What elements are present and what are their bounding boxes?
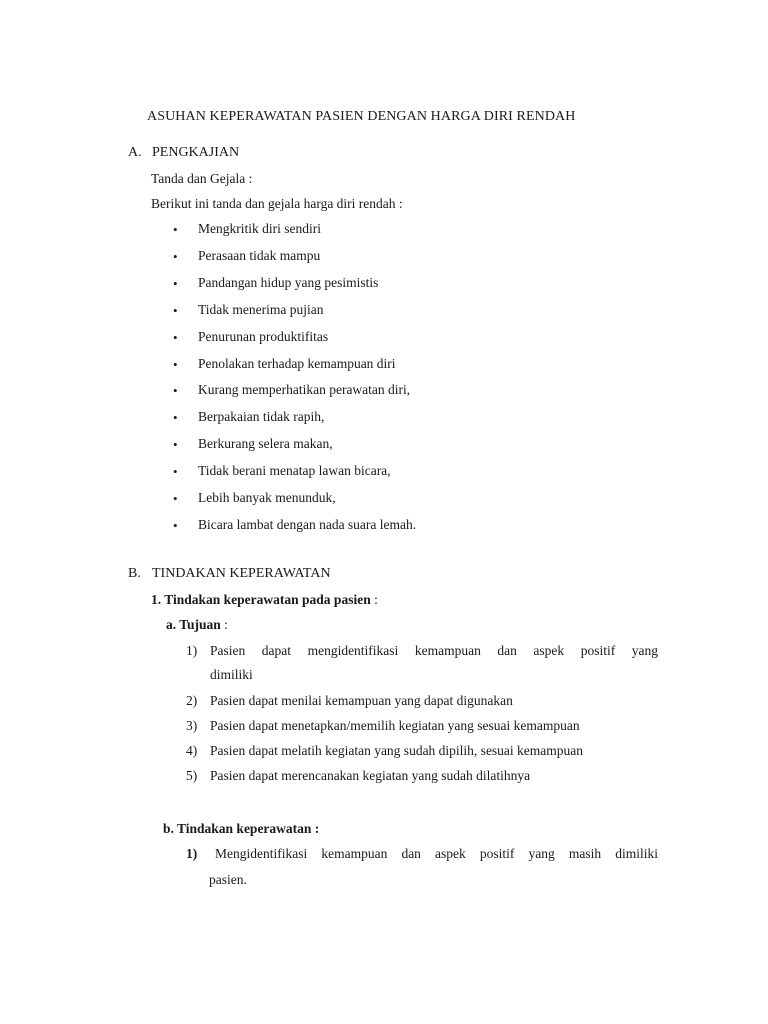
- section-b-heading: TINDAKAN KEPERAWATAN: [152, 566, 331, 581]
- subsection-1-label-bold: 1. Tindakan keperawatan pada pasien: [151, 592, 371, 607]
- bullet-icon: •: [173, 222, 178, 237]
- subsection-b-label: b. Tindakan keperawatan :: [163, 821, 320, 836]
- symptom-item: Berpakaian tidak rapih,: [198, 409, 325, 424]
- symptom-item: Penolakan terhadap kemampuan diri: [198, 356, 396, 371]
- action-item-text-line1: Mengidentifikasi kemampuan dan aspek positif yang masih dimiliki: [215, 846, 658, 861]
- bullet-icon: •: [173, 357, 178, 372]
- subsection-1-label: [151, 593, 378, 607]
- symptom-item: Mengkritik diri sendiri: [198, 221, 321, 236]
- symptom-item: Bicara lambat dengan nada suara lemah.: [198, 517, 417, 532]
- bullet-icon: •: [173, 303, 178, 318]
- bullet-icon: •: [173, 491, 178, 506]
- bullet-icon: •: [173, 330, 178, 345]
- symptom-item: Perasaan tidak mampu: [198, 248, 321, 263]
- bullet-icon: •: [173, 464, 178, 479]
- goal-item-number: 4): [186, 743, 198, 758]
- bullet-icon: •: [173, 437, 178, 452]
- action-item-number: 1): [186, 846, 198, 861]
- symptom-item: Penurunan produktifitas: [198, 329, 329, 344]
- goal-item-text: Pasien dapat menetapkan/memilih kegiatan yang sesuai kemampuan: [210, 718, 580, 733]
- symptom-item: Tidak berani menatap lawan bicara,: [198, 463, 391, 478]
- section-a-sublabel: Tanda dan Gejala :: [151, 171, 253, 186]
- goal-item-number: 1): [186, 643, 198, 658]
- bullet-icon: •: [173, 276, 178, 291]
- subsection-a-label: [166, 618, 228, 632]
- section-a-marker: A.: [128, 145, 142, 160]
- symptom-item: Pandangan hidup yang pesimistis: [198, 275, 379, 290]
- goal-item-text: Pasien dapat menilai kemampuan yang dapat digunakan: [210, 693, 513, 708]
- symptom-item: Berkurang selera makan,: [198, 436, 333, 451]
- symptom-item: Kurang memperhatikan perawatan diri,: [198, 382, 411, 397]
- subsection-a-label-suffix: :: [220, 617, 228, 632]
- goal-item-text-line1: Pasien dapat mengidentifikasi kemampuan dan aspek positif yang: [210, 643, 658, 658]
- symptom-item: Tidak menerima pujian: [198, 302, 324, 317]
- bullet-icon: •: [173, 383, 178, 398]
- action-item-text-line2: pasien.: [209, 872, 247, 887]
- goal-item-number: 5): [186, 768, 198, 783]
- bullet-icon: •: [173, 518, 178, 533]
- goal-item-text-line2: dimiliki: [210, 667, 253, 682]
- section-a-heading: PENGKAJIAN: [152, 145, 240, 160]
- goal-item-text: Pasien dapat melatih kegiatan yang sudah dipilih, sesuai kemampuan: [210, 743, 584, 758]
- section-b-marker: B.: [128, 566, 141, 581]
- bullet-icon: •: [173, 410, 178, 425]
- subsection-a-label-bold: a. Tujuan: [166, 617, 221, 632]
- goal-item-text: Pasien dapat merencanakan kegiatan yang sudah dilatihnya: [210, 768, 531, 783]
- document-title: ASUHAN KEPERAWATAN PASIEN DENGAN HARGA DIRI RENDAH: [147, 109, 576, 124]
- goal-item-number: 2): [186, 693, 198, 708]
- symptom-item: Lebih banyak menunduk,: [198, 490, 336, 505]
- subsection-1-label-suffix: :: [370, 592, 378, 607]
- section-a-intro: Berikut ini tanda dan gejala harga diri rendah :: [151, 196, 403, 211]
- bullet-icon: •: [173, 249, 178, 264]
- goal-item-number: 3): [186, 718, 198, 733]
